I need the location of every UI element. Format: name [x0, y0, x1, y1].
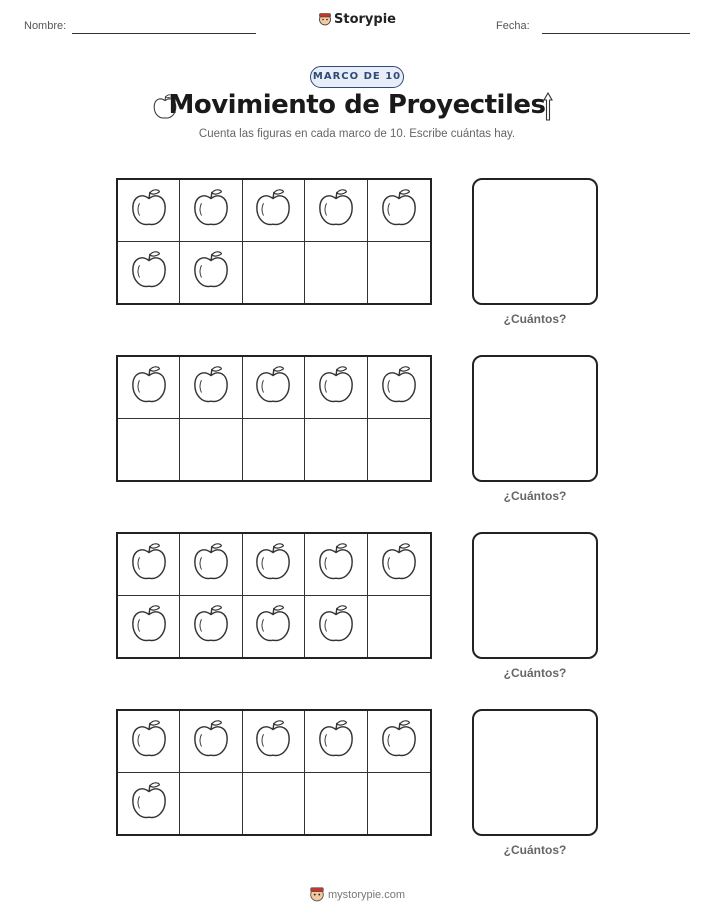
- frame-cell: [180, 419, 242, 481]
- frame-cell: [118, 534, 180, 596]
- answer-box-3[interactable]: [472, 532, 598, 659]
- frame-cell: [118, 419, 180, 481]
- apple-icon: [317, 541, 355, 588]
- ten-frame-2: [116, 355, 432, 482]
- answer-label: ¿Cuántos?: [503, 312, 567, 326]
- ten-frame-1: [116, 178, 432, 305]
- apple-icon: [130, 364, 168, 411]
- frame-cell: [305, 419, 367, 481]
- apple-icon: [380, 364, 418, 411]
- ten-frame-4: [116, 709, 432, 836]
- frame-cell: [180, 711, 242, 773]
- apple-icon: [192, 364, 230, 411]
- storypie-mascot-icon: [318, 12, 332, 26]
- apple-icon: [192, 718, 230, 765]
- frame-cell: [368, 711, 430, 773]
- apple-icon: [317, 718, 355, 765]
- brand-logo: [0, 12, 714, 27]
- frame-cell: [368, 596, 430, 658]
- topic-badge: MARCO DE 10: [310, 66, 404, 88]
- apple-icon: [380, 541, 418, 588]
- frame-cell: [305, 180, 367, 242]
- apple-icon: [317, 187, 355, 234]
- frame-cell: [118, 180, 180, 242]
- answer-label: ¿Cuántos?: [503, 489, 567, 503]
- answer-box-2[interactable]: [472, 355, 598, 482]
- frame-cell: [368, 242, 430, 304]
- apple-icon: [254, 541, 292, 588]
- apple-icon: [192, 187, 230, 234]
- apple-icon: [317, 364, 355, 411]
- apple-icon: [380, 187, 418, 234]
- frame-cell: [368, 357, 430, 419]
- arrow-icon: [542, 92, 554, 122]
- ten-frame-3: [116, 532, 432, 659]
- apple-icon: [130, 249, 168, 296]
- date-line: [542, 33, 690, 34]
- frame-cell: [368, 534, 430, 596]
- answer-box-1[interactable]: [472, 178, 598, 305]
- frame-cell: [305, 242, 367, 304]
- frame-cell: [368, 180, 430, 242]
- frame-cell: [118, 711, 180, 773]
- storypie-mascot-icon: [309, 886, 325, 902]
- apple-icon: [317, 603, 355, 650]
- frame-cell: [180, 180, 242, 242]
- frame-cell: [368, 773, 430, 835]
- apple-icon: [254, 718, 292, 765]
- answer-label: ¿Cuántos?: [503, 843, 567, 857]
- apple-icon: [130, 603, 168, 650]
- frame-cell: [118, 357, 180, 419]
- apple-icon: [254, 187, 292, 234]
- frame-cell: [180, 534, 242, 596]
- frame-cell: [118, 773, 180, 835]
- apple-icon: [192, 541, 230, 588]
- apple-icon: [254, 603, 292, 650]
- frame-cell: [118, 596, 180, 658]
- name-line: [72, 33, 256, 34]
- frame-cell: [243, 773, 305, 835]
- frame-cell: [118, 242, 180, 304]
- answer-box-4[interactable]: [472, 709, 598, 836]
- apple-icon: [130, 780, 168, 827]
- frame-cell: [305, 773, 367, 835]
- apple-icon: [254, 364, 292, 411]
- apple-icon: [130, 718, 168, 765]
- frame-cell: [243, 419, 305, 481]
- apple-icon: [192, 603, 230, 650]
- page-title: Movimiento de Proyectiles: [168, 90, 546, 120]
- frame-cell: [180, 357, 242, 419]
- frame-cell: [305, 596, 367, 658]
- apple-icon: [380, 718, 418, 765]
- frame-cell: [243, 711, 305, 773]
- frame-cell: [180, 773, 242, 835]
- apple-icon: [130, 187, 168, 234]
- frame-cell: [305, 534, 367, 596]
- frame-cell: [368, 419, 430, 481]
- name-label: Nombre:: [24, 20, 67, 32]
- frame-cell: [180, 596, 242, 658]
- apple-icon: [192, 249, 230, 296]
- instructions: Cuenta las figuras en cada marco de 10. Escribe cuántas hay.: [198, 128, 516, 140]
- brand-name: Storypie: [334, 12, 396, 27]
- frame-cell: [243, 180, 305, 242]
- date-label: Fecha:: [496, 20, 530, 32]
- footer-url: mystorypie.com: [327, 889, 406, 901]
- apple-icon: [130, 541, 168, 588]
- frame-cell: [243, 357, 305, 419]
- footer: [0, 886, 714, 902]
- frame-cell: [305, 357, 367, 419]
- frame-cell: [243, 596, 305, 658]
- answer-label: ¿Cuántos?: [503, 666, 567, 680]
- frame-cell: [243, 534, 305, 596]
- frame-cell: [180, 242, 242, 304]
- frame-cell: [243, 242, 305, 304]
- frame-cell: [305, 711, 367, 773]
